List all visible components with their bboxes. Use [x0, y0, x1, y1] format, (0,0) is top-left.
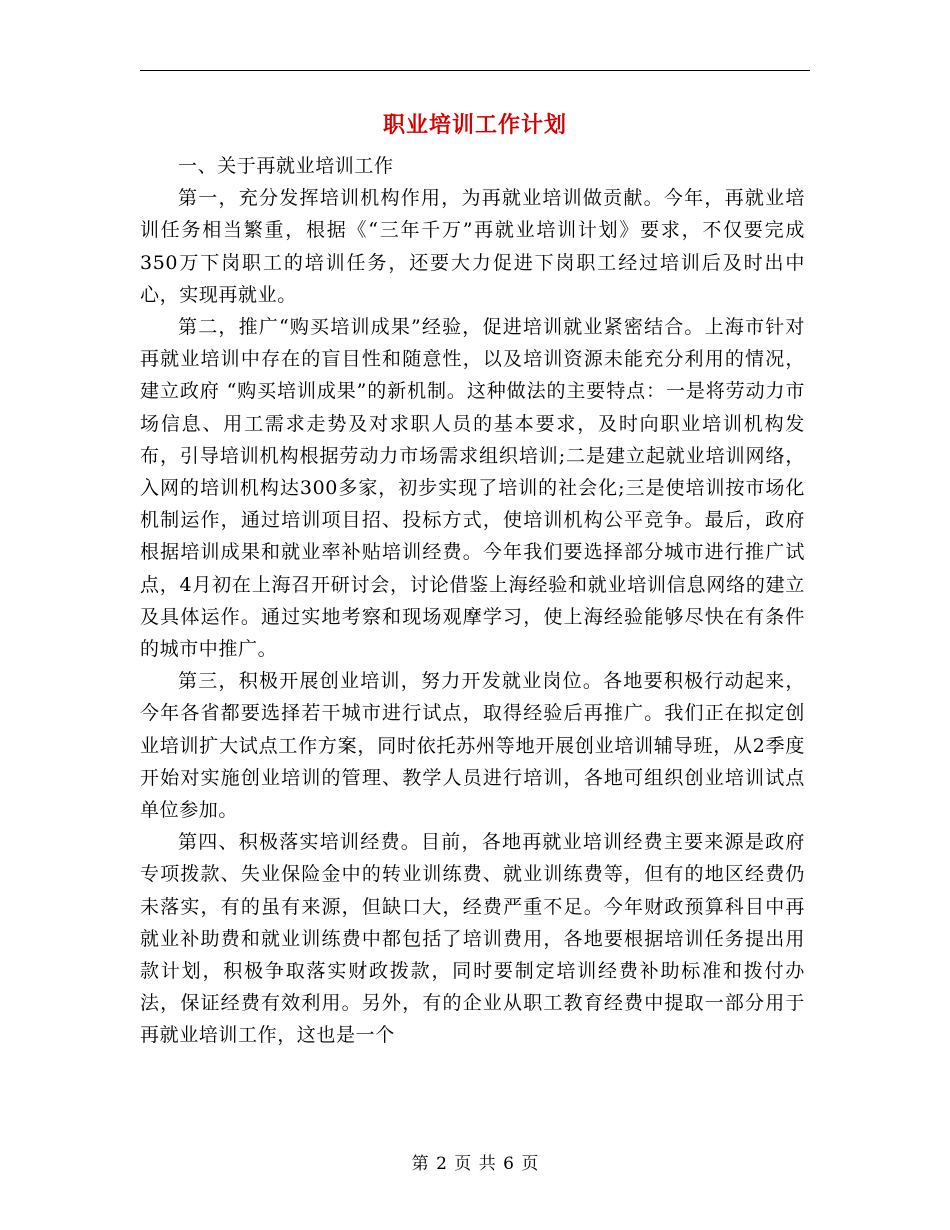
paragraph-1: 第一，充分发挥培训机构作用，为再就业培训做贡献。今年，再就业培训任务相当繁重，根据《“三年千万”再就业培训计划》要求，不仅要完成350万下岗职工的培训任务，还要大力促进下岗职工经过培训后及时出中心，实现再就业。 — [140, 187, 805, 306]
paragraph-2: 第二，推广“购买培训成果”经验，促进培训就业紧密结合。上海市针对再就业培训中存在的盲目性和随意性，以及培训资源未能充分利用的情况，建立政府 “购买培训成果”的新机制。这种做法的主要特点：一是将劳动力市场信息、用工需求走势及对求职人员的基本要求，及时向职业培训机构发布，引导培训机构根据劳动力市场需求组织培训;二是建立起就业培训网络，入网的培训机构达300多家，初步实现了培训的社会化;三是使培训按市场化机制运作，通过培训项目招、投标方式，使培训机构公平竞争。最后，政府根据培训成果和就业率补贴培训经费。今年我们要选择部分城市进行推广试点，4月初在上海召开研讨会，讨论借鉴上海经验和就业培训信息网络的建立及具体运作。通过实地考察和现场观摩学习，使上海经验能够尽快在有条件的城市中推广。 — [140, 316, 805, 661]
section-heading: 一、关于再就业培训工作 — [178, 155, 394, 177]
header-rule — [140, 70, 810, 71]
paragraph-4: 第四、积极落实培训经费。目前，各地再就业培训经费主要来源是政府专项拨款、失业保险金中的转业训练费、就业训练费等，但有的地区经费仍未落实，有的虽有来源，但缺口大，经费严重不足。今年财政预算科目中再就业补助费和就业训练费中都包括了培训费用，各地要根据培训任务提出用款计划，积极争取落实财政拨款，同时要制定培训经费补助标准和拨付办法，保证经费有效利用。另外，有的企业从职工教育经费中提取一部分用于再就业培训工作，这也是一个 — [140, 831, 805, 1047]
document-title: 职业培训工作计划 — [382, 112, 567, 138]
page-footer: 第 2 页 共 6 页 — [411, 1154, 539, 1174]
paragraph-3: 第三，积极开展创业培训，努力开发就业岗位。各地要积极行动起来，今年各省都要选择若干城市进行试点，取得经验后再推广。我们正在拟定创业培训扩大试点工作方案，同时依托苏州等地开展创业培训辅导班，从2季度开始对实施创业培训的管理、教学人员进行培训，各地可组织创业培训试点单位参加。 — [140, 670, 805, 822]
document-body — [140, 150, 805, 1052]
